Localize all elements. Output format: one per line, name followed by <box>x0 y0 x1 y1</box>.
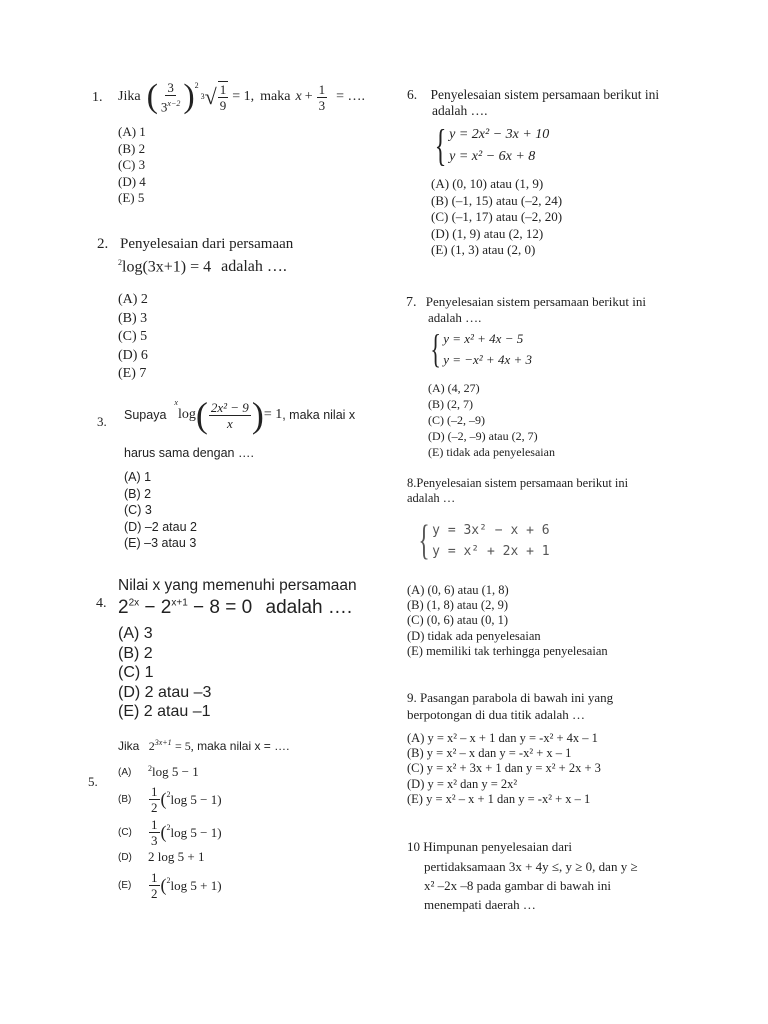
question-9 <box>407 689 613 723</box>
option-a[interactable]: (A) 1 <box>118 124 146 139</box>
equation-expression: log(3x+1) = 4 <box>122 258 212 276</box>
question-text-line3: x² –2x –8 pada gambar di bawah ini <box>424 878 611 893</box>
q5-options <box>118 762 368 902</box>
option-a[interactable]: (A) y = x² – x + 1 dan y = -x² + 4x – 1 <box>407 731 598 745</box>
option-b[interactable]: (B) 2 <box>118 644 153 662</box>
option-a[interactable]: (A) 1 <box>124 470 152 484</box>
question-1-equation: Jika ( $\frac{3}{3^{x-2}}$ ) $^2$ $_3$ √ $\frac{1}{9}$ = 1, maka x + $\frac{1}{3}$ = …. <box>118 78 366 116</box>
option-c[interactable]: (C) (0, 6) atau (0, 1) <box>407 613 509 628</box>
fraction-2: $\frac{1}{3}$ <box>318 81 326 113</box>
q6-options <box>431 176 562 259</box>
question-number-5: 5. <box>88 774 98 789</box>
equation-1: y = x² + 4x − 5 <box>443 331 524 346</box>
option-b[interactable]: (B) y = x² – x dan y = -x² + x – 1 <box>407 746 572 761</box>
log-base: 2 <box>118 258 122 267</box>
question-lead: Jika <box>118 739 140 753</box>
option-a[interactable]: (A) (0, 6) atau (1, 8) <box>407 583 509 597</box>
question-text: Penyelesaian sistem persamaan berikut ini <box>425 294 646 309</box>
equals: = 1 <box>263 407 283 422</box>
q2-equation <box>118 258 287 276</box>
option-e[interactable]: (E) $\frac{1}{2}$ ( $^2$ log 5 + 1) <box>118 870 222 901</box>
question-8 <box>407 476 628 506</box>
option-d[interactable]: (D) (1, 9) atau (2, 12) <box>431 225 544 241</box>
q4-options <box>118 624 211 722</box>
option-d[interactable]: (D) 4 <box>118 173 146 189</box>
denominator: $3^{x-2}$ <box>160 99 181 115</box>
option-c[interactable]: (C) (–1, 17) atau (–2, 20) <box>431 209 563 224</box>
maka: maka <box>260 89 291 105</box>
equation-2: y = x² + 2x + 1 <box>432 544 550 559</box>
fraction: $\frac{\text{2x² − 9}}{x}$ <box>210 399 249 431</box>
option-a[interactable]: (A) $^2$ log 5 − 1 <box>118 764 199 779</box>
option-d[interactable]: (D) 6 <box>118 347 148 363</box>
option-d[interactable]: (D) –2 atau 2 <box>124 519 197 534</box>
question-6 <box>407 87 659 103</box>
option-b[interactable]: (B) 2 <box>124 486 152 501</box>
q9-options <box>407 731 601 807</box>
option-e[interactable]: (E) memiliki tak terhingga penyelesaian <box>407 643 608 658</box>
option-c[interactable]: (C) 5 <box>118 329 148 344</box>
question-3-line2: harus sama dengan …. <box>124 446 254 460</box>
question-number: 1. <box>92 90 103 105</box>
option-d[interactable]: (D) (–2, –9) atau (2, 7) <box>428 429 538 443</box>
equation-1: y = 3x² − x + 6 <box>432 523 550 538</box>
option-a[interactable]: (A) 2 <box>118 292 148 307</box>
option-b[interactable]: (B) 3 <box>118 310 148 326</box>
question-number-3: 3. <box>97 414 107 429</box>
question-lead: Jika <box>118 89 141 105</box>
q7-options <box>428 380 555 460</box>
question-5: Jika $2^{3x+1} = 5$, maka nilai x = …. <box>118 738 290 753</box>
option-c[interactable]: (C) 3 <box>118 157 146 172</box>
q7-system: { y = x² + 4x − 5 y = −x² + 4x + 3 <box>430 326 533 371</box>
exponent: 2 <box>194 81 199 90</box>
option-e[interactable]: (E) 7 <box>118 366 147 381</box>
question-text-line4: menempati daerah … <box>424 897 536 912</box>
log: log <box>177 407 196 422</box>
question-7-line2: adalah …. <box>428 310 482 325</box>
equation-1: y = 2x² − 3x + 10 <box>449 127 550 142</box>
option-b[interactable]: (B) (–1, 15) atau (–2, 24) <box>431 192 563 208</box>
option-c[interactable]: (C) y = x² + 3x + 1 dan y = x² + 2x + 3 <box>407 761 601 776</box>
option-c[interactable]: (C) 3 <box>124 503 152 517</box>
question-tail: adalah …. <box>221 258 287 276</box>
option-e[interactable]: (E) (1, 3) atau (2, 0) <box>431 242 536 257</box>
question-tail: , maka nilai x <box>282 408 356 422</box>
question-text: Penyelesaian sistem persamaan berikut ini <box>430 87 660 102</box>
question-10: 10 Himpunan penyelesaian dari <box>407 839 572 854</box>
q3-options <box>124 469 197 552</box>
question-6-line2: adalah …. <box>432 103 488 118</box>
question-3: Supaya x log ( $\frac{\text{2x² − 9}}{x}$ ) = 1 , maka nilai x <box>124 395 356 435</box>
question-text-line2: pertidaksamaan 3x + 4y ≤, y ≥ 0, dan y ≥ <box>424 859 638 874</box>
question-text: Penyelesaian dari persamaan <box>120 236 294 252</box>
question-10-body <box>424 857 638 914</box>
option-b[interactable]: (B) (1, 8) atau (2, 9) <box>407 598 509 613</box>
option-a[interactable]: (A) 3 <box>118 625 153 642</box>
option-b[interactable]: (B) 2 <box>118 140 146 156</box>
q2-options <box>118 291 148 384</box>
option-c[interactable]: (C) 1 <box>118 664 154 681</box>
option-e[interactable]: (E) tidak ada penyelesaian <box>428 445 555 459</box>
question-number-4: 4. <box>96 596 107 611</box>
q1-options <box>118 124 146 207</box>
q4-equation: $2^{2x} - 2^{x+1} - 8 = 0$ adalah …. <box>118 597 353 618</box>
question-tail: adalah …. <box>265 597 353 618</box>
option-d[interactable]: (D) y = x² dan y = 2x² <box>407 776 518 791</box>
root-fraction: $\frac{1}{9}$ <box>219 82 227 114</box>
option-d[interactable]: (D) 2 atau –3 <box>118 683 212 701</box>
question-4-text: Nilai x yang memenuhi persamaan <box>118 577 357 594</box>
option-e[interactable]: (E) y = x² – x + 1 dan y = -x² + x – 1 <box>407 791 591 806</box>
question-text: 8.Penyelesaian sistem persamaan berikut ini <box>407 476 629 490</box>
question-text-line2: berpotongan di dua titik adalah … <box>407 707 585 722</box>
question-number: 2. <box>97 236 109 252</box>
question-2 <box>97 236 293 253</box>
q6-system: { y = 2x² − 3x + 10 y = x² − 6x + 8 <box>434 121 550 170</box>
option-b[interactable]: (B) $\frac{1}{2}$ ( $^2$ log 5 − 1) <box>118 784 222 815</box>
question-number: 7. <box>406 295 417 310</box>
option-a[interactable]: (A) (4, 27) <box>428 381 480 395</box>
option-e[interactable]: (E) 2 atau –1 <box>118 703 211 720</box>
option-b[interactable]: (B) (2, 7) <box>428 397 473 411</box>
log-base: x <box>174 398 178 407</box>
option-c[interactable]: (C) $\frac{1}{3}$ ( $^2$ log 5 − 1) <box>118 817 222 848</box>
option-c[interactable]: (C) (–2, –9) <box>428 413 485 427</box>
option-a[interactable]: (A) (0, 10) atau (1, 9) <box>431 176 544 191</box>
question-7 <box>406 294 646 311</box>
option-e[interactable]: (E) –3 atau 3 <box>124 536 197 550</box>
question-text-line2: adalah … <box>407 491 456 505</box>
equation-2: y = −x² + 4x + 3 <box>443 352 533 367</box>
q8-options <box>407 583 608 659</box>
root-index: 3 <box>200 92 205 102</box>
option-e[interactable]: (E) 5 <box>118 190 145 205</box>
equation-2: y = x² − 6x + 8 <box>449 149 536 164</box>
q8-system: { y = 3x² − x + 6 y = x² + 2x + 1 <box>418 518 550 564</box>
option-d[interactable]: (D) 2 log 5 + 1 <box>118 849 205 864</box>
equals: = 1, <box>232 89 255 105</box>
fraction <box>159 80 182 114</box>
question-tail: maka nilai x = …. <box>197 739 290 753</box>
question-text: 9. Pasangan parabola di bawah ini yang <box>407 690 614 705</box>
option-d[interactable]: (D) tidak ada penyelesaian <box>407 628 541 643</box>
question-1 <box>92 78 392 122</box>
numerator: 3 <box>167 80 174 95</box>
question-number: 6. <box>407 87 418 102</box>
question-lead: Supaya <box>124 408 167 422</box>
